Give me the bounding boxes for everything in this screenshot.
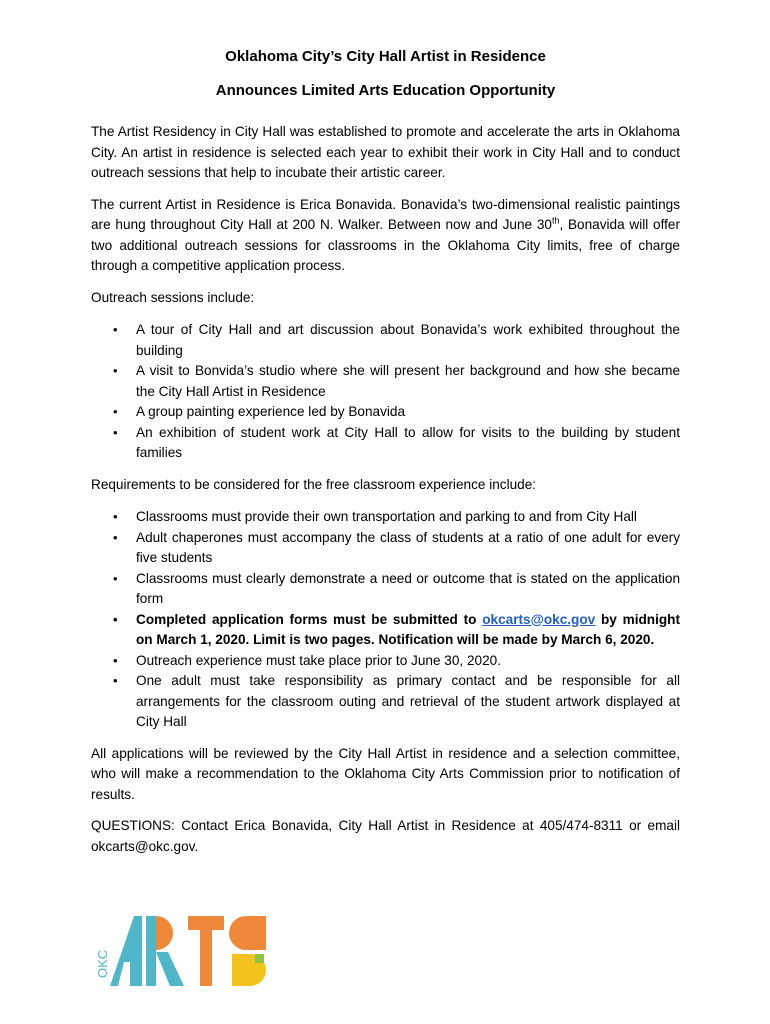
page-title: Oklahoma City’s City Hall Artist in Residence (225, 48, 546, 65)
list-item (91, 651, 680, 672)
list-item-text: A tour of City Hall and art discussion about Bonavida’s work exhibited throughout the building (136, 322, 680, 358)
list-item-text: Classrooms must clearly demonstrate a need or outcome that is stated on the application form (136, 570, 680, 606)
bullet-icon: • (113, 509, 118, 524)
logo-letter-a (110, 916, 142, 986)
logo-r-leg (156, 952, 184, 986)
list-item (91, 569, 680, 610)
bullet-icon: • (113, 404, 118, 419)
list-item (91, 402, 680, 423)
logo-letter-r (146, 916, 184, 986)
list-item-text: Adult chaperones must accompany the class of students at a ratio of one adult for every five students (136, 529, 680, 565)
deadline-text-b: by midnight on March 1, 2020. Limit is two pages. Notification will be made by March 6, 2020. (136, 611, 680, 647)
outreach-heading: Outreach sessions include: (91, 289, 255, 305)
bullet-icon: • (113, 363, 118, 378)
current-artist-text-a: The current Artist in Residence is Erica Bonavida. Bonavida’s two-dimensional realistic paintings are hung throughout City Hall at 200 N. Walker. Between now and June 30 (91, 196, 680, 232)
list-item-text: An exhibition of student work at City Hall to allow for visits to the building by student families (136, 424, 680, 460)
current-artist-paragraph (91, 195, 680, 277)
logo-t-bar (188, 916, 224, 930)
list-item-text: A visit to Bonvida’s studio where she will present her background and how she became the City Hall Artist in Residence (136, 363, 680, 399)
logo-r-stem (146, 916, 156, 986)
page-subtitle: Announces Limited Arts Education Opportunity (215, 82, 556, 99)
list-item-text: Outreach experience must take place prior to June 30, 2020. (136, 652, 501, 668)
list-item (91, 528, 680, 569)
logo-t-stem (200, 930, 212, 986)
intro-paragraph: The Artist Residency in City Hall was established to promote and accelerate the arts in Oklahoma City. An artist in residence is selected each year to exhibit their work in City Hall and to conduct outreach sessions that help to incubate their artistic career. (91, 124, 680, 180)
list-item-text: Classrooms must provide their own transportation and parking to and from City Hall (136, 509, 637, 524)
outreach-list (91, 320, 680, 464)
bullet-icon: • (113, 652, 118, 668)
bullet-icon: • (113, 529, 118, 545)
logo-letter-s (229, 916, 266, 986)
list-item-text: One adult must take responsibility as primary contact and be responsible for all arrangements for the classroom outing and retrieval of the student artwork displayed at City Hall (136, 673, 680, 729)
requirements-heading: Requirements to be considered for the free classroom experience include: (91, 476, 537, 492)
okc-arts-logo (90, 910, 270, 990)
email-link[interactable]: okcarts@okc.gov (482, 611, 596, 627)
list-item (91, 361, 680, 402)
review-paragraph: All applications will be reviewed by the City Hall Artist in residence and a selection committee, who will make a recommendation to the Oklahoma City Arts Commission prior to notification of results. (91, 745, 680, 802)
list-item-text: A group painting experience led by Bonavida (136, 404, 406, 419)
list-item (91, 423, 680, 464)
document-page (91, 46, 680, 857)
deadline-list-item (91, 610, 680, 651)
ordinal-suffix: th (551, 215, 560, 226)
logo-r-bowl (156, 916, 173, 950)
bullet-icon: • (113, 611, 118, 627)
bullet-icon: • (113, 424, 118, 440)
logo-letter-t (188, 916, 224, 986)
list-item (91, 507, 680, 528)
requirements-list (91, 507, 680, 733)
logo-s-accent (255, 954, 264, 963)
logo-okc-text: OKC (95, 949, 110, 978)
list-item (91, 671, 680, 733)
bullet-icon: • (113, 570, 118, 586)
list-item (91, 320, 680, 361)
bullet-icon: • (113, 322, 118, 337)
logo-s-top (229, 916, 266, 950)
deadline-text-a: Completed application forms must be submitted to (136, 611, 483, 627)
questions-paragraph: QUESTIONS: Contact Erica Bonavida, City Hall Artist in Residence at 405/474-8311 or email okcarts@okc.gov. (91, 818, 680, 854)
bullet-icon: • (113, 673, 118, 688)
current-artist-text-b: , Bonavida will offer two additional outreach sessions for classrooms in the Oklahoma City limits, free of charge through a competitive application process. (91, 217, 680, 273)
